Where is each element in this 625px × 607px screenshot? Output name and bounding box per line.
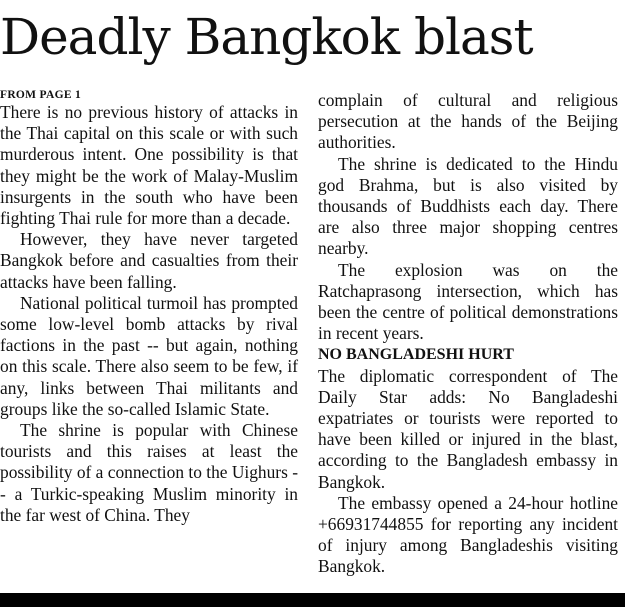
paragraph: There is no previous history of attacks in the Thai capital on this scale or with such murderous intent. One possibility is that they might be the work of Malay-Muslim insurgents in the south who have been fighting Thai rule for more than a decade. <box>0 102 298 229</box>
section-subhead: NO BANGLADESHI HURT <box>318 346 514 364</box>
paragraph: The diplomatic correspondent of The Daily Star adds: No Bangladeshi expatriates or tourists were reported to have been killed or injured in the blast, according to the Bangladesh embassy in Bangkok. <box>318 365 618 492</box>
paragraph: complain of cultural and religious persecution at the hands of the Beijing authorities. <box>318 90 618 153</box>
paragraph: The shrine is popular with Chinese tourists and this raises at least the possibility of a connection to the Uighurs -- a Turkic-speaking Muslim minority in the far west of China. They <box>0 420 299 525</box>
paragraph: The shrine is dedicated to the Hindu god Brahma, but is also visited by thousands of Buddhists each day. There are also three major shopping centres nearby. <box>318 153 618 259</box>
paragraph: The embassy opened a 24-hour hotline +66931744855 for reporting any incident of injury among Bangladeshis visiting Bangkok. <box>318 492 618 577</box>
article-column-left <box>0 88 298 526</box>
headline: Deadly Bangkok blast <box>0 8 533 66</box>
paragraph: The explosion was on the Ratchaprasong intersection, which has been the centre of political demonstrations in recent years. <box>318 259 618 344</box>
page-bottom-bar <box>0 593 625 607</box>
continuation-kicker: FROM PAGE 1 <box>0 89 82 101</box>
article-column-right <box>318 90 618 578</box>
paragraph: However, they have never targeted Bangkok before and casualties from their attacks have been falling. <box>0 229 298 292</box>
paragraph: National political turmoil has prompted some low-level bomb attacks by rival factions in the past -- but again, nothing on this scale. There also seem to be few, if any, links between Thai militants and groups like the so-called Islamic State. <box>0 292 298 419</box>
